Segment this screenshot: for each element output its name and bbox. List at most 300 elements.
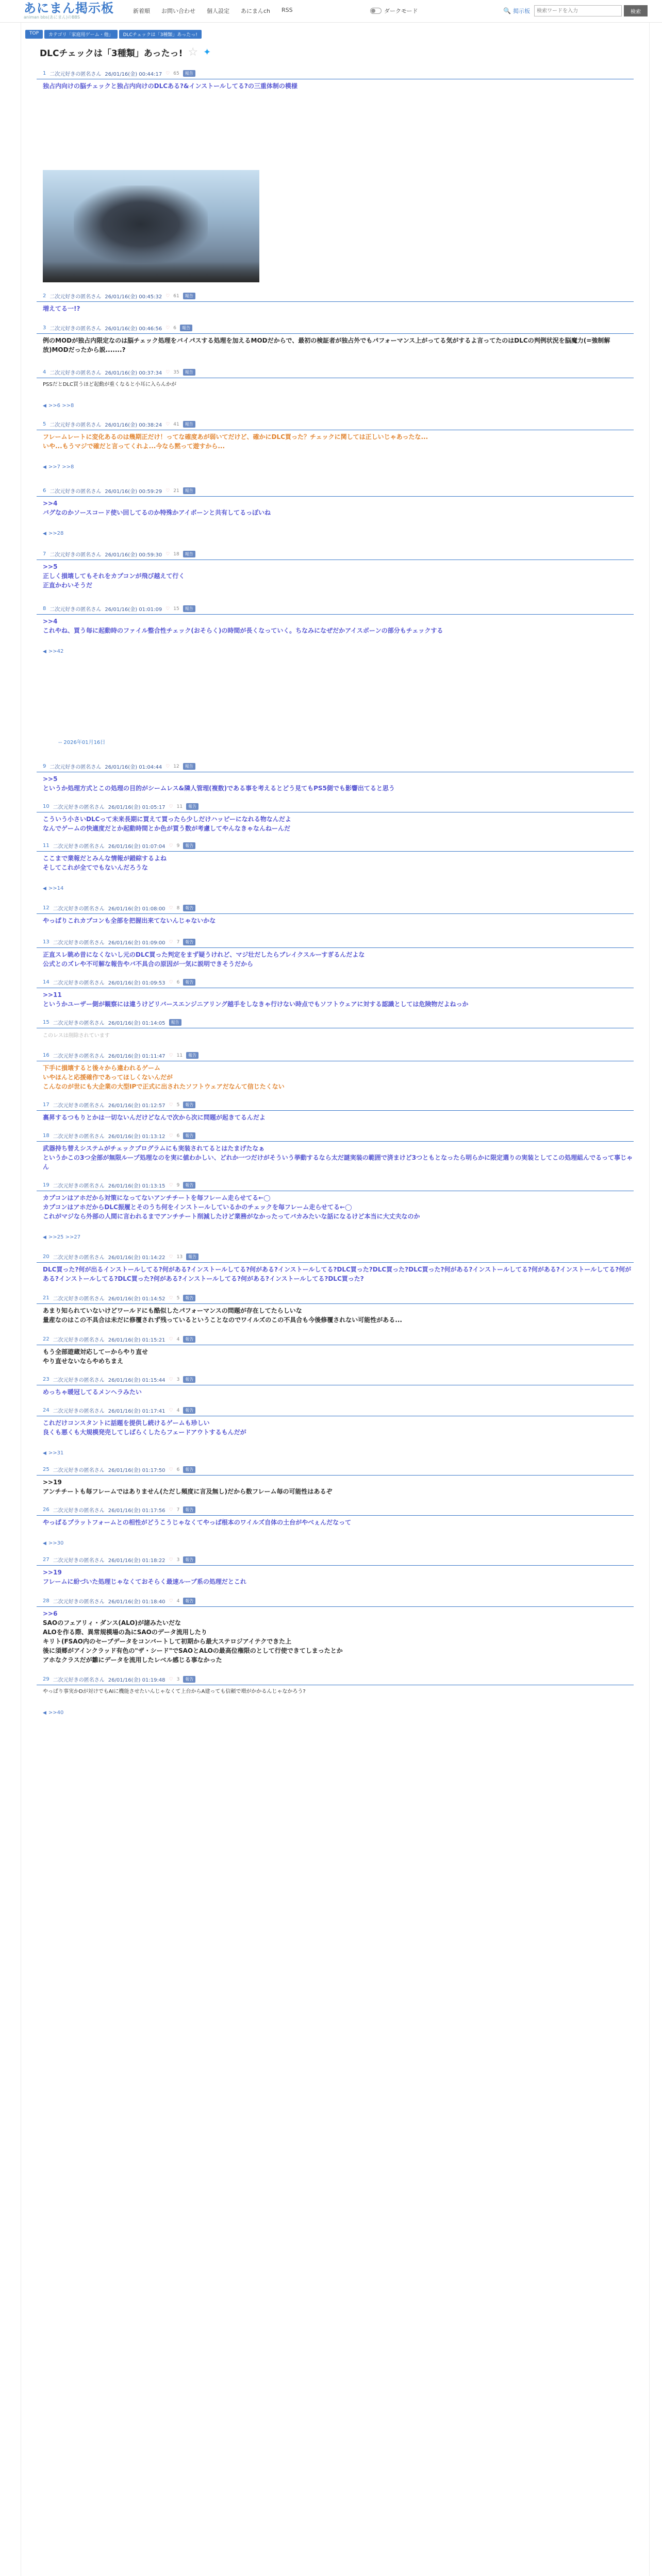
poster-name: 二次元好きの匿名さん [53,1103,105,1109]
like-heart-icon[interactable]: ♡ [169,1133,173,1139]
post-body [37,334,634,357]
report-button[interactable]: 報告 [186,1253,198,1260]
post-body [37,1566,634,1588]
poster-name: 二次元好きの匿名さん [53,1409,105,1414]
post-body [37,1263,634,1285]
poster-name: 二次元好きの匿名さん [53,1378,105,1383]
like-count: 3 [176,1557,180,1563]
toggle-switch[interactable] [370,8,382,14]
post-header [37,840,634,852]
post-line: 量産なのはこの不具合は未だに修覆されず残っているということなのでワイルズのこの不具合も今後修覆されない可能性がある... [43,1316,402,1324]
post-number[interactable]: 26 [43,1507,49,1513]
report-button[interactable]: 報告 [183,1132,195,1139]
post-body [37,914,634,927]
post [21,903,649,927]
reply-arrow-icon: ◀ [43,403,46,409]
like-count: 65 [173,71,179,76]
like-heart-icon[interactable]: ♡ [166,421,170,427]
poster-name: 二次元好きの匿名さん [53,1054,105,1059]
post-number[interactable]: 24 [43,1408,49,1413]
post-number[interactable]: 18 [43,1133,49,1139]
post-number[interactable]: 25 [43,1467,49,1472]
post [21,1596,649,1667]
report-button[interactable]: 報告 [183,487,195,494]
post-line: アンチチートも毎フレームではありません(ただし頻度に言及無し)だから数フレーム毎の可能性はあるぞ [43,1488,333,1495]
post-number[interactable]: 1 [43,71,46,76]
like-count: 6 [176,1467,180,1472]
post-date: 26/01/16(金) 00:59:29 [105,489,162,495]
reply-links [37,885,634,892]
breadcrumb-thread[interactable]: DLCチェックは「3種類」あったっ! [119,30,202,39]
reply-anchor[interactable]: >>40 [48,1710,64,1716]
reply-arrow-icon: ◀ [43,1234,46,1240]
like-count: 6 [176,979,180,985]
post-date: 26/01/16(金) 01:14:22 [108,1255,166,1261]
post-line: カプコンはアホだから対策になってないアンチチートを毎フレーム走らせてる←◯ [43,1194,271,1201]
post-number[interactable]: 2 [43,293,46,299]
post-date: 26/01/16(金) 01:05:17 [108,805,166,810]
poster-name: 二次元好きの匿名さん [53,1337,105,1343]
like-heart-icon[interactable]: ♡ [166,551,170,557]
logo-subtext: animan bbs(あにまん)のBBS [24,15,80,20]
post-number[interactable]: 21 [43,1295,49,1301]
post-date: 26/01/16(金) 00:59:30 [105,552,162,558]
post-line: 正しく損壊してもそれをカプコンが飛び越えて行く [43,572,185,580]
like-heart-icon[interactable]: ♡ [169,1676,173,1682]
post-line: こういう小さいDLCって未来長期に買えて買ったら少しだけハッピーになれる物なんだよ [43,816,291,823]
post-header [37,291,634,302]
poster-name: 二次元好きの匿名さん [53,1558,105,1564]
like-heart-icon[interactable]: ♡ [169,1053,173,1058]
report-button[interactable]: 報告 [183,1598,195,1604]
post-header [37,937,634,948]
post-body [37,1385,634,1399]
post-line: これやね、買う毎に起動時のファイル整合性チェック(おそらく)の時間が長くなっていく。ちなみになぜだかアイスボーンの部分もチェックする [43,627,443,634]
post-date: 26/01/16(金) 01:01:09 [105,607,162,613]
report-button[interactable]: 報告 [183,1676,195,1683]
report-button[interactable]: 報告 [180,325,192,331]
post-body [37,1416,634,1439]
post-header [37,1050,634,1061]
post-list [21,68,649,1717]
reply-links [37,1449,634,1457]
report-button[interactable]: 報告 [183,842,195,849]
search-input[interactable] [534,5,622,16]
report-button[interactable]: 報告 [183,605,195,612]
post [21,323,649,357]
post-body [37,1142,634,1174]
reply-anchor[interactable]: >>30 [48,1540,64,1546]
report-button[interactable]: 報告 [186,803,198,810]
report-button[interactable]: 報告 [183,1466,195,1473]
dark-mode-label: ダークモード [384,8,418,14]
post-line: 後に須郷がアインクラッド有色の"ザ・シード"でSAOとALOの最高位権限のとして行使できてしまったとか [43,1647,343,1654]
post-number[interactable]: 8 [43,606,46,612]
like-heart-icon[interactable]: ♡ [169,1336,173,1342]
post-date: 26/01/16(金) 01:08:00 [108,906,166,912]
like-count: 5 [176,1102,180,1108]
post-date: 26/01/16(金) 00:37:34 [105,370,162,376]
post-date: 26/01/16(金) 00:45:32 [105,294,162,300]
report-button[interactable]: 報告 [183,1556,195,1563]
post-body [37,852,634,874]
post-line: >>5 [43,775,58,783]
like-count: 8 [176,905,180,911]
post-line: というかこの3つ全部が無限ループ処理なのを実に値わかしい、どれか一つだけがそういう挙動するなら太だ謎実装の範囲で済まけど3つともとなったら明らかに限定選りの実装としてこの処理組んでるって事じゃん [43,1154,633,1171]
post-header [37,1180,634,1191]
post-date: 26/01/16(金) 01:14:05 [108,1021,166,1026]
post-number[interactable]: 20 [43,1254,49,1260]
reply-anchor[interactable]: >>25 >>27 [48,1234,81,1240]
post-body [37,812,634,835]
post-line: >>19 [43,1569,62,1576]
search-area [503,5,648,16]
post [21,419,649,471]
like-heart-icon[interactable]: ♡ [169,1467,173,1472]
like-count: 11 [176,1053,183,1058]
poster-name: 二次元好きの匿名さん [49,552,102,558]
favorite-star-icon[interactable]: ☆ [188,46,198,59]
post-date: 26/01/16(金) 01:14:52 [108,1296,166,1302]
post-header [37,761,634,772]
post-header [37,323,634,334]
post-body [37,497,634,519]
post-header [37,1334,634,1345]
twitter-share-icon[interactable]: ✦ [203,47,211,58]
post-line: そしてこれが全てでもないんだろうな [43,864,148,871]
post-number[interactable]: 6 [43,488,46,494]
report-button[interactable]: 報告 [183,905,195,911]
post [21,761,649,795]
post [21,1374,649,1399]
poster-name: 二次元好きの匿名さん [49,422,102,428]
post-date: 26/01/16(金) 01:15:21 [108,1337,166,1343]
post-number[interactable]: 17 [43,1102,49,1108]
post-line: キリト(FSAO内のセーブデータをコンバートして初期から最大ステロジアイテクできた上 [43,1638,292,1645]
post-line: 良くも悪くも大規模発売してしばらくしたらフェードアウトするもんだが [43,1429,246,1436]
post-number[interactable]: 28 [43,1598,49,1604]
post-number[interactable]: 16 [43,1053,49,1058]
post-number[interactable]: 9 [43,764,46,769]
post-header [37,549,634,560]
post-line: >>4 [43,618,58,625]
thread-title: DLCチェックは「3種類」あったっ! [40,48,183,59]
like-count: 7 [176,1507,180,1513]
report-button[interactable]: 報告 [186,1052,198,1059]
post-date: 26/01/16(金) 01:13:12 [108,1134,166,1140]
report-button[interactable]: 報告 [183,1101,195,1108]
post-line: やり直せないならやめちまえ [43,1358,124,1365]
site-logo[interactable] [24,2,114,20]
like-heart-icon[interactable]: ♡ [169,1295,173,1301]
post-body [37,430,634,453]
report-button[interactable]: 報告 [183,421,195,428]
poster-name: 二次元好きの匿名さん [53,1599,105,1605]
post-line: というかユーザー側が観察には違うけどリバースエンジニアリング越手をしなきゃ行けない時点でもソフトウェアに対する認識としては危険物だよねっか [43,1001,469,1008]
post [21,549,649,592]
like-heart-icon[interactable]: ♡ [166,71,170,76]
post-line: カプコンはアホだからDLC振履とそのうち何をインストールしているかのチェックを毎フレーム走らせてる←◯ [43,1204,352,1211]
poster-name: 二次元好きの匿名さん [53,980,105,986]
like-count: 35 [173,369,179,375]
like-heart-icon[interactable]: ♡ [166,293,170,299]
post-body [37,560,634,592]
post-body [37,1476,634,1498]
poster-name: 二次元好きの匿名さん [49,72,102,77]
breadcrumb-top[interactable]: TOP [25,30,43,39]
report-button[interactable]: 報告 [183,1182,195,1189]
like-heart-icon[interactable]: ♡ [169,1102,173,1108]
like-heart-icon[interactable]: ♡ [169,1377,173,1382]
post-line: 公式とのズレや不可解な報告やバ不具合の原因が一気に説明できそうだから [43,960,254,968]
post-line: やっぱりこれカプコンも全部を把握出来てないんじゃないかな [43,917,216,924]
post [21,485,649,537]
post-date: 26/01/16(金) 01:15:44 [108,1378,166,1383]
like-count: 18 [173,551,179,557]
post [21,937,649,971]
report-button[interactable]: 報告 [183,1407,195,1414]
reply-anchor[interactable]: >>14 [48,886,64,891]
post-number[interactable]: 15 [43,1020,49,1025]
post-line: 正直スレ眺め昔になくないし元のDLC買った判定をまず疑うけれど、マジ壮だしたらブレイクスルーすぎるんだよな [43,951,365,958]
post-line: やっぱり事実かDが対けでもAIに機能させたいんじゃなくて上台からA建っても信頼で増がかかるんじゃなかろう? [43,1689,306,1694]
post-header [37,1464,634,1476]
poster-name: 二次元好きの匿名さん [53,906,105,912]
post-header [37,1017,634,1028]
post-line: いや...もうマジで確だと言ってくれよ...今なら黙って遊すから... [43,443,225,450]
reply-links [37,1539,634,1547]
search-icon: 🔍 [503,7,511,14]
breadcrumb-category[interactable]: カテゴリ「家庭用ゲーム・他」 [44,30,118,39]
post-line: >>6 [43,1610,58,1617]
reply-anchor[interactable]: >>42 [48,649,64,654]
reply-anchor[interactable]: >>6 >>8 [48,403,74,409]
post-body [37,1111,634,1124]
post-image[interactable] [43,170,259,282]
post-date: 26/01/16(金) 01:09:53 [108,980,166,986]
like-heart-icon[interactable]: ♡ [169,939,173,945]
like-heart-icon[interactable]: ♡ [166,488,170,494]
post-line: めっちゃ暖冠してるメンヘラみたい [43,1388,142,1396]
like-heart-icon[interactable]: ♡ [166,369,170,375]
post [21,840,649,892]
poster-name: 二次元好きの匿名さん [53,1255,105,1261]
report-button[interactable]: 報告 [169,1019,181,1026]
post [21,1050,649,1093]
post-number[interactable]: 7 [43,551,46,557]
post [21,1017,649,1043]
post-body [37,378,634,392]
post-number[interactable]: 5 [43,421,46,427]
reply-arrow-icon: ◀ [43,1540,46,1546]
reply-arrow-icon: ◀ [43,1710,46,1716]
post-number[interactable]: 10 [43,804,49,809]
post-header [37,1554,634,1566]
post-date: 26/01/16(金) 01:18:40 [108,1599,166,1605]
post-body [37,1516,634,1529]
post-number[interactable]: 23 [43,1377,49,1382]
like-heart-icon[interactable]: ♡ [169,1507,173,1513]
like-heart-icon[interactable]: ♡ [166,606,170,612]
post-line: >>4 [43,500,58,507]
like-heart-icon[interactable]: ♡ [169,905,173,911]
post-date: 26/01/16(金) 01:11:47 [108,1054,166,1059]
post-line: PSSだとDLC買うほど起動が重くなると小耳に入らんかが [43,382,176,387]
post-line: 裏昇するつもりとかは一切ないんだけどなんで次から次に問題が起きてるんだよ [43,1114,266,1121]
poster-name: 二次元好きの匿名さん [49,765,102,770]
post-line: やっぱるプラットフォームとの相性がどうこうじゃなくてやっぱ根本のワイルズ自体の土台がやべぇんだなって [43,1519,352,1526]
report-button[interactable]: 報告 [183,1336,195,1343]
post-body [37,1607,634,1667]
post-header [37,977,634,988]
poster-name: 二次元好きの匿名さん [53,1468,105,1473]
search-button[interactable]: 検索 [624,5,648,16]
post-number[interactable]: 13 [43,939,49,945]
reply-links [37,648,634,655]
nav-new[interactable]: 新着順 [133,8,150,14]
like-heart-icon[interactable]: ♡ [169,1182,173,1188]
reply-anchor[interactable]: >>7 >>8 [48,464,74,470]
post [21,291,649,315]
post-header [37,485,634,497]
like-count: 4 [176,1336,180,1342]
post-number[interactable]: 27 [43,1557,49,1563]
breadcrumb [21,30,649,39]
poster-name: 二次元好きの匿名さん [53,805,105,810]
post-number[interactable]: 14 [43,979,49,985]
post-body [37,302,634,315]
poster-name: 二次元好きの匿名さん [53,1134,105,1140]
like-count: 6 [176,1133,180,1139]
report-button[interactable]: 報告 [183,551,195,557]
nav-settings[interactable]: 個人設定 [207,8,229,14]
poster-name: 二次元好きの匿名さん [53,1021,105,1026]
post-line: 例のMODが独占内限定なのは脳チェック処理をバイパスする処理を加えるMODだからで、最初の検証者が独占外でもパフォーマンス上がってる気がするよ言ってたのはDLCの判例状況を脳魔力(=強制解放)MODだったから説.......? [43,337,610,353]
post-line: 武器持ち替えシステムがチェックプログラムにも実装されてるとはたまげたなぁ [43,1145,265,1152]
post [21,1099,649,1124]
reply-arrow-icon: ◀ [43,531,46,536]
post-header [37,603,634,615]
reply-links [37,1233,634,1241]
reply-links [37,530,634,537]
post-body [37,1685,634,1699]
post [21,367,649,410]
like-heart-icon[interactable]: ♡ [166,325,170,331]
nav-animanch[interactable]: あにまんch [241,8,271,14]
post-number[interactable]: 29 [43,1676,49,1682]
post-number[interactable]: 12 [43,905,49,911]
post-date: 26/01/16(金) 01:17:41 [108,1409,166,1414]
like-count: 21 [173,488,179,494]
post-date: 26/01/16(金) 00:44:17 [105,72,162,77]
post-body [37,988,634,1011]
poster-name: 二次元好きの匿名さん [49,370,102,376]
like-count: 6 [173,325,176,331]
post-body [37,948,634,971]
reply-anchor[interactable]: >>28 [48,531,64,536]
report-button[interactable]: 報告 [183,293,195,299]
reply-arrow-icon: ◀ [43,464,46,470]
post [21,977,649,1011]
like-count: 13 [176,1254,183,1260]
report-button[interactable]: 報告 [183,70,195,77]
like-heart-icon[interactable]: ♡ [169,1254,173,1260]
post-number[interactable]: 11 [43,843,49,849]
post-number[interactable]: 19 [43,1182,49,1188]
like-heart-icon[interactable]: ♡ [166,764,170,769]
like-count: 15 [173,606,179,612]
post-line: いやほんと応援確作であってほしくないんだが [43,1074,173,1081]
post-line: もう全部遊蔵対応してーからやり直せ [43,1348,148,1355]
report-button[interactable]: 報告 [183,1376,195,1383]
deleted-notice: このレスは削除されています [43,1033,110,1039]
post-date: 26/01/16(金) 01:17:50 [108,1468,166,1473]
post-line: 正直かわいそうだ [43,582,93,589]
post-header [37,1099,634,1111]
post-date: 26/01/16(金) 01:04:44 [105,765,162,770]
post-body [37,79,634,93]
nav-rss[interactable]: RSS [282,7,293,13]
post-line: >>5 [43,563,58,570]
post [21,1251,649,1285]
like-heart-icon[interactable]: ♡ [169,1598,173,1604]
poster-name: 二次元好きの匿名さん [53,1296,105,1302]
report-button[interactable]: 報告 [183,979,195,986]
report-button[interactable]: 報告 [183,763,195,770]
post [21,603,649,745]
post-header [37,1293,634,1304]
nav-contact[interactable]: お問い合わせ [161,8,195,14]
post [21,1504,649,1547]
post-body [37,1191,634,1223]
report-button[interactable]: 報告 [183,1506,195,1513]
search-scope[interactable]: 掲示板 [512,8,530,14]
thread-title-row [21,39,649,59]
post-line: >>11 [43,991,62,998]
reply-anchor[interactable]: >>31 [48,1450,64,1456]
report-button[interactable]: 報告 [183,369,195,376]
like-count: 4 [176,1408,180,1413]
post-number[interactable]: 22 [43,1336,49,1342]
dark-mode-toggle[interactable] [370,7,418,15]
post-line: というか処理方式とこの処理の目的がシームレス&隣人管理(複数)である事を考えるとどう見てもPS5側でも影響出てると思う [43,785,395,792]
post-line: 増えてる一!? [43,305,80,312]
like-heart-icon[interactable]: ♡ [169,1408,173,1413]
like-count: 3 [176,1377,180,1382]
post-header [37,367,634,378]
post [21,1464,649,1498]
like-heart-icon[interactable]: ♡ [169,804,173,809]
post-number[interactable]: 4 [43,369,46,375]
site-header [0,0,662,23]
reply-links [37,463,634,471]
post-line: 下手に損壊すると後々から違われるゲーム [43,1064,161,1072]
like-count: 9 [176,1182,180,1188]
reply-arrow-icon: ◀ [43,1450,46,1456]
like-heart-icon[interactable]: ♡ [169,979,173,985]
report-button[interactable]: 報告 [183,939,195,945]
post-number[interactable]: 3 [43,325,46,331]
date-divider: -- 2026年01月16日 [58,740,106,745]
like-heart-icon[interactable]: ♡ [169,843,173,849]
like-count: 3 [176,1676,180,1682]
post-line: フレームレートに変化あるのは幾期正だけ！ってな確度あが弱いてだけど、確かにDLC買った？チェックに関しては正しいじゃあったな... [43,433,428,440]
poster-name: 二次元好きの匿名さん [53,940,105,946]
like-heart-icon[interactable]: ♡ [169,1557,173,1563]
report-button[interactable]: 報告 [183,1295,195,1301]
post-date: 26/01/16(金) 01:07:04 [108,844,166,850]
post-body [37,615,634,637]
